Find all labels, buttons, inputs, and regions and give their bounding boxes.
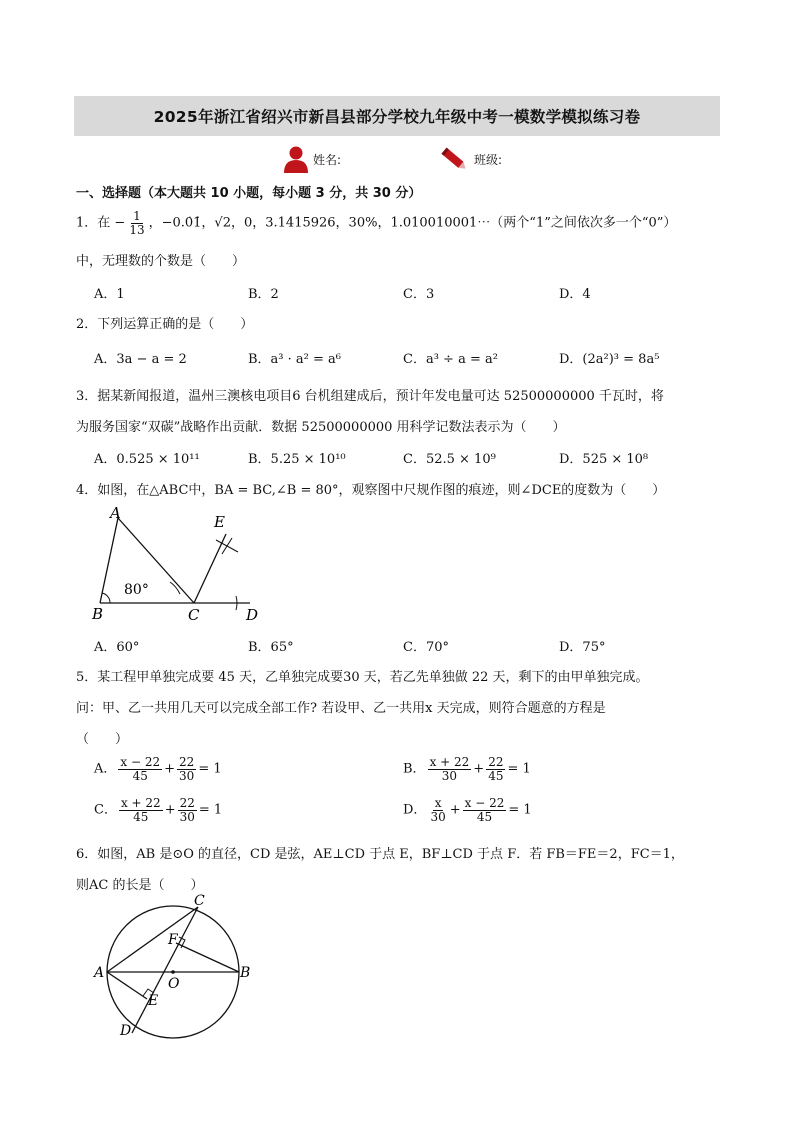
question-3-line-1: 3．据某新闻报道，温州三澳核电项目6 台机组建成后，预计年发电量可达 52500000000 千瓦时，将	[76, 389, 664, 404]
q2-option-b: B．a³ · a² = a⁶	[248, 352, 341, 367]
label-c: C	[188, 606, 200, 624]
q1-option-c: C．3	[403, 287, 435, 302]
person-icon	[283, 145, 309, 173]
q5-option-c: C． $\frac{x + 22}{45}$ + $\frac{22}{30}$ = 1	[94, 796, 223, 824]
q1-option-b: B．2	[248, 287, 279, 302]
question-3-line-2: 为服务国家“双碳”战略作出贡献．数据 52500000000 用科学记数法表示为（ ）	[76, 420, 566, 435]
question-1-line-2: 中，无理数的个数是（ ）	[76, 254, 246, 269]
q5-option-a: A． $\frac{x - 22}{45}$ + $\frac{22}{30}$ = 1	[94, 755, 222, 783]
question-6-line-2: 则AC 的长是（ ）	[76, 878, 204, 893]
q4-option-a: A．60°	[94, 640, 140, 655]
q3-option-c: C．52.5 × 10⁹	[403, 452, 496, 467]
label-f: F	[168, 932, 178, 948]
q2-option-c: C．a³ ÷ a = a²	[403, 352, 498, 367]
question-5-line-2: 问：甲、乙一共用几天可以完成全部工作? 若设甲、乙一共用x 天完成，则符合题意的方程是	[76, 701, 606, 716]
question-2: 2．下列运算正确的是（ ）	[76, 317, 254, 332]
q4-option-c: C．70°	[403, 640, 449, 655]
label-c: C	[194, 893, 205, 909]
label-a: A	[110, 504, 121, 522]
fraction: $\frac{1}{13}$	[129, 209, 145, 237]
question-1-line-1: 1．在 − $\frac{1}{13}$ ，−0.0̇1̇，√2，0，3.1415926，30%，1.010010001⋯（两个“1”之间依次多一个“0”）	[76, 209, 677, 237]
q3-option-d: D．525 × 10⁸	[559, 452, 649, 467]
label-b: B	[92, 605, 104, 623]
circle-figure	[88, 893, 258, 1043]
label-a: A	[94, 965, 105, 981]
label-b: B	[240, 965, 251, 981]
label-e: E	[214, 513, 225, 531]
question-5-line-1: 5．某工程甲单独完成要 45 天，乙单独完成要30 天，若乙先单独做 22 天，剩下的由甲单独完成。	[76, 670, 649, 685]
q2-option-a: A．3a − a = 2	[94, 352, 187, 367]
question-6-line-1: 6．如图，AB 是⊙O 的直径，CD 是弦，AE⊥CD 于点 E，BF⊥CD 于点 F．若 FB＝FE＝2，FC＝1，	[76, 847, 684, 862]
q1-option-a: A．1	[94, 287, 125, 302]
section-heading: 一、选择题（本大题共 10 小题，每小题 3 分，共 30 分）	[76, 186, 422, 201]
q5-option-b: B． $\frac{x + 22}{30}$ + $\frac{22}{45}$ = 1	[403, 755, 531, 783]
q4-option-d: D．75°	[559, 640, 606, 655]
label-o: O	[168, 976, 180, 992]
q3-option-b: B．5.25 × 10¹⁰	[248, 452, 346, 467]
class-field: 班级:	[438, 145, 502, 173]
student-info-row	[0, 143, 794, 175]
label-d: D	[246, 606, 259, 624]
q3-option-a: A．0.525 × 10¹¹	[94, 452, 200, 467]
label-e: E	[148, 993, 159, 1009]
pencil-icon	[438, 145, 470, 173]
label-d: D	[120, 1023, 132, 1039]
question-4: 4．如图，在△ABC中，BA = BC,∠B = 80°，观察图中尺规作图的痕迹，则∠DCE的度数为（ ）	[76, 483, 666, 498]
q5-option-d: D． $\frac{x}{30}$ + $\frac{x - 22}{45}$ = 1	[403, 796, 532, 824]
question-5-line-3: （ ）	[76, 732, 129, 747]
q1-option-d: D．4	[559, 287, 591, 302]
angle-label: 80°	[124, 582, 149, 598]
page-title: 2025年浙江省绍兴市新昌县部分学校九年级中考一模数学模拟练习卷	[74, 96, 720, 136]
name-field: 姓名:	[283, 145, 341, 173]
triangle-figure	[88, 500, 278, 625]
q4-option-b: B．65°	[248, 640, 294, 655]
q2-option-d: D．(2a²)³ = 8a⁵	[559, 352, 660, 367]
